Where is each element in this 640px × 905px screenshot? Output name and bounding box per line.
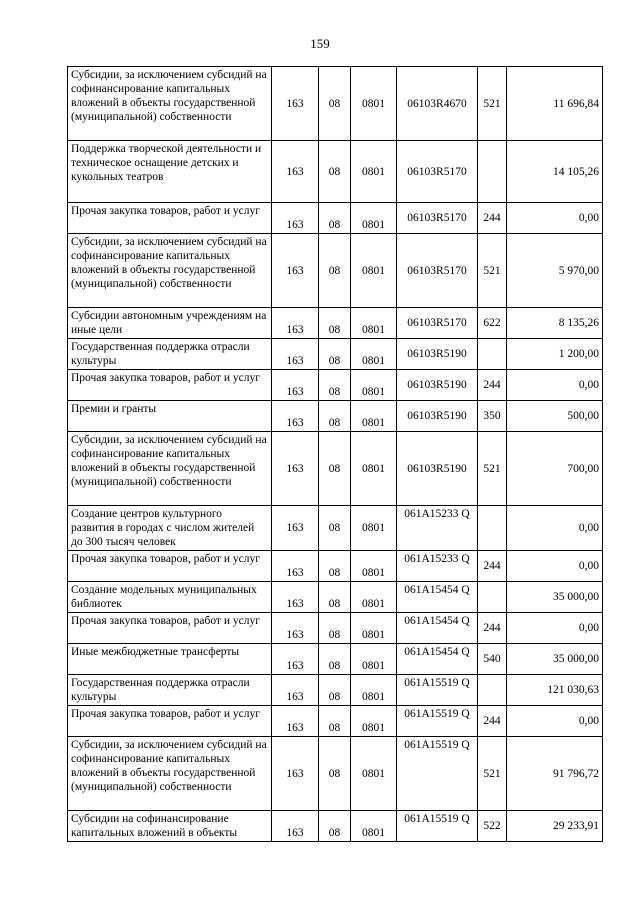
row-name: Прочая закупка товаров, работ и услуг — [68, 370, 272, 401]
row-item-code: 06103R5170 — [397, 203, 478, 234]
row-expense-type: 244 — [478, 613, 507, 644]
row-section: 08 — [319, 308, 351, 339]
row-name: Прочая закупка товаров, работ и услуг — [68, 203, 272, 234]
table-row — [68, 506, 603, 551]
row-subsection: 0801 — [351, 370, 397, 401]
table-row — [68, 432, 603, 506]
row-name: Субсидии автономным учреждениям на иные цели — [68, 308, 272, 339]
row-sum: 29 233,91 — [507, 811, 603, 842]
row-code: 163 — [272, 675, 319, 706]
row-section: 08 — [319, 582, 351, 613]
row-subsection: 0801 — [351, 401, 397, 432]
row-item-code: 06103R4670 — [397, 67, 478, 141]
row-sum: 1 200,00 — [507, 339, 603, 370]
row-name: Создание центров культурного развития в городах с числом жителей до 300 тысяч человек — [68, 506, 272, 551]
row-expense-type — [478, 582, 507, 613]
row-name: Субсидии на софинансирование капитальных вложений в объекты — [68, 811, 272, 842]
table-row — [68, 613, 603, 644]
row-sum: 0,00 — [507, 551, 603, 582]
row-section: 08 — [319, 203, 351, 234]
row-code: 163 — [272, 644, 319, 675]
row-item-code: 06103R5170 — [397, 308, 478, 339]
row-item-code: 061A15519 Q — [397, 737, 478, 811]
row-subsection: 0801 — [351, 506, 397, 551]
row-section: 08 — [319, 551, 351, 582]
row-subsection: 0801 — [351, 582, 397, 613]
row-subsection: 0801 — [351, 613, 397, 644]
row-expense-type: 540 — [478, 644, 507, 675]
row-expense-type: 244 — [478, 370, 507, 401]
table-row — [68, 706, 603, 737]
row-subsection: 0801 — [351, 203, 397, 234]
row-sum: 8 135,26 — [507, 308, 603, 339]
row-item-code: 06103R5190 — [397, 401, 478, 432]
row-code: 163 — [272, 401, 319, 432]
row-expense-type — [478, 506, 507, 551]
row-expense-type: 244 — [478, 551, 507, 582]
row-name: Государственная поддержка отрасли культуры — [68, 339, 272, 370]
row-code: 163 — [272, 370, 319, 401]
row-item-code: 06103R5190 — [397, 339, 478, 370]
row-expense-type: 521 — [478, 67, 507, 141]
row-expense-type: 521 — [478, 234, 507, 308]
row-section: 08 — [319, 234, 351, 308]
row-code: 163 — [272, 432, 319, 506]
row-item-code: 061A15519 Q — [397, 706, 478, 737]
row-sum: 35 000,00 — [507, 644, 603, 675]
row-section: 08 — [319, 401, 351, 432]
row-subsection: 0801 — [351, 141, 397, 203]
table-row — [68, 67, 603, 141]
row-expense-type: 521 — [478, 737, 507, 811]
row-section: 08 — [319, 432, 351, 506]
row-subsection: 0801 — [351, 706, 397, 737]
row-subsection: 0801 — [351, 811, 397, 842]
table-row — [68, 675, 603, 706]
row-subsection: 0801 — [351, 551, 397, 582]
row-expense-type — [478, 675, 507, 706]
row-subsection: 0801 — [351, 67, 397, 141]
table-row — [68, 308, 603, 339]
row-name: Иные межбюджетные трансферты — [68, 644, 272, 675]
row-sum: 11 696,84 — [507, 67, 603, 141]
row-item-code: 061A15233 Q — [397, 551, 478, 582]
row-section: 08 — [319, 613, 351, 644]
row-sum: 0,00 — [507, 203, 603, 234]
budget-table — [67, 66, 603, 842]
row-expense-type: 244 — [478, 706, 507, 737]
row-item-code: 061A15519 Q — [397, 675, 478, 706]
budget-table-body — [68, 67, 603, 842]
table-row — [68, 737, 603, 811]
row-code: 163 — [272, 308, 319, 339]
row-sum: 121 030,63 — [507, 675, 603, 706]
row-code: 163 — [272, 737, 319, 811]
row-name: Субсидии, за исключением субсидий на софинансирование капитальных вложений в объекты государственной (муниципальной) собственности — [68, 67, 272, 141]
row-sum: 700,00 — [507, 432, 603, 506]
row-item-code: 06103R5190 — [397, 370, 478, 401]
row-subsection: 0801 — [351, 737, 397, 811]
row-name: Субсидии, за исключением субсидий на софинансирование капитальных вложений в объекты государственной (муниципальной) собственности — [68, 234, 272, 308]
row-sum: 0,00 — [507, 506, 603, 551]
row-section: 08 — [319, 706, 351, 737]
row-sum: 0,00 — [507, 370, 603, 401]
table-row — [68, 401, 603, 432]
row-item-code: 06103R5190 — [397, 432, 478, 506]
row-expense-type: 350 — [478, 401, 507, 432]
row-expense-type — [478, 141, 507, 203]
row-name: Прочая закупка товаров, работ и услуг — [68, 551, 272, 582]
row-item-code: 061A15454 Q — [397, 582, 478, 613]
row-code: 163 — [272, 613, 319, 644]
table-row — [68, 551, 603, 582]
row-name: Прочая закупка товаров, работ и услуг — [68, 706, 272, 737]
row-subsection: 0801 — [351, 644, 397, 675]
row-code: 163 — [272, 811, 319, 842]
row-sum: 5 970,00 — [507, 234, 603, 308]
row-name: Субсидии, за исключением субсидий на софинансирование капитальных вложений в объекты государственной (муниципальной) собственности — [68, 737, 272, 811]
row-sum: 91 796,72 — [507, 737, 603, 811]
row-subsection: 0801 — [351, 432, 397, 506]
row-section: 08 — [319, 339, 351, 370]
table-row — [68, 811, 603, 842]
row-expense-type: 622 — [478, 308, 507, 339]
table-row — [68, 203, 603, 234]
row-sum: 0,00 — [507, 613, 603, 644]
row-item-code: 061A15233 Q — [397, 506, 478, 551]
row-name: Прочая закупка товаров, работ и услуг — [68, 613, 272, 644]
row-expense-type: 244 — [478, 203, 507, 234]
row-code: 163 — [272, 339, 319, 370]
row-subsection: 0801 — [351, 675, 397, 706]
row-section: 08 — [319, 675, 351, 706]
row-item-code: 061A15454 Q — [397, 613, 478, 644]
row-name: Премии и гранты — [68, 401, 272, 432]
row-section: 08 — [319, 370, 351, 401]
row-section: 08 — [319, 644, 351, 675]
row-sum: 14 105,26 — [507, 141, 603, 203]
row-code: 163 — [272, 203, 319, 234]
row-code: 163 — [272, 706, 319, 737]
row-code: 163 — [272, 234, 319, 308]
row-expense-type: 521 — [478, 432, 507, 506]
row-item-code: 06103R5170 — [397, 234, 478, 308]
row-subsection: 0801 — [351, 308, 397, 339]
row-sum: 35 000,00 — [507, 582, 603, 613]
row-item-code: 061A15519 Q — [397, 811, 478, 842]
row-name: Субсидии, за исключением субсидий на софинансирование капитальных вложений в объекты государственной (муниципальной) собственности — [68, 432, 272, 506]
row-code: 163 — [272, 67, 319, 141]
table-row — [68, 234, 603, 308]
row-expense-type — [478, 339, 507, 370]
row-subsection: 0801 — [351, 234, 397, 308]
row-section: 08 — [319, 737, 351, 811]
row-name: Создание модельных муниципальных библиотек — [68, 582, 272, 613]
row-section: 08 — [319, 141, 351, 203]
row-code: 163 — [272, 141, 319, 203]
table-row — [68, 582, 603, 613]
row-subsection: 0801 — [351, 339, 397, 370]
row-name: Государственная поддержка отрасли культуры — [68, 675, 272, 706]
row-item-code: 06103R5170 — [397, 141, 478, 203]
row-code: 163 — [272, 506, 319, 551]
row-section: 08 — [319, 67, 351, 141]
page-number: 159 — [310, 36, 330, 51]
row-sum: 500,00 — [507, 401, 603, 432]
table-row — [68, 141, 603, 203]
row-code: 163 — [272, 582, 319, 613]
row-section: 08 — [319, 811, 351, 842]
row-name: Поддержка творческой деятельности и техническое оснащение детских и кукольных театров — [68, 141, 272, 203]
table-row — [68, 339, 603, 370]
row-sum: 0,00 — [507, 706, 603, 737]
row-code: 163 — [272, 551, 319, 582]
row-section: 08 — [319, 506, 351, 551]
row-expense-type: 522 — [478, 811, 507, 842]
table-row — [68, 370, 603, 401]
table-row — [68, 644, 603, 675]
row-item-code: 061A15454 Q — [397, 644, 478, 675]
